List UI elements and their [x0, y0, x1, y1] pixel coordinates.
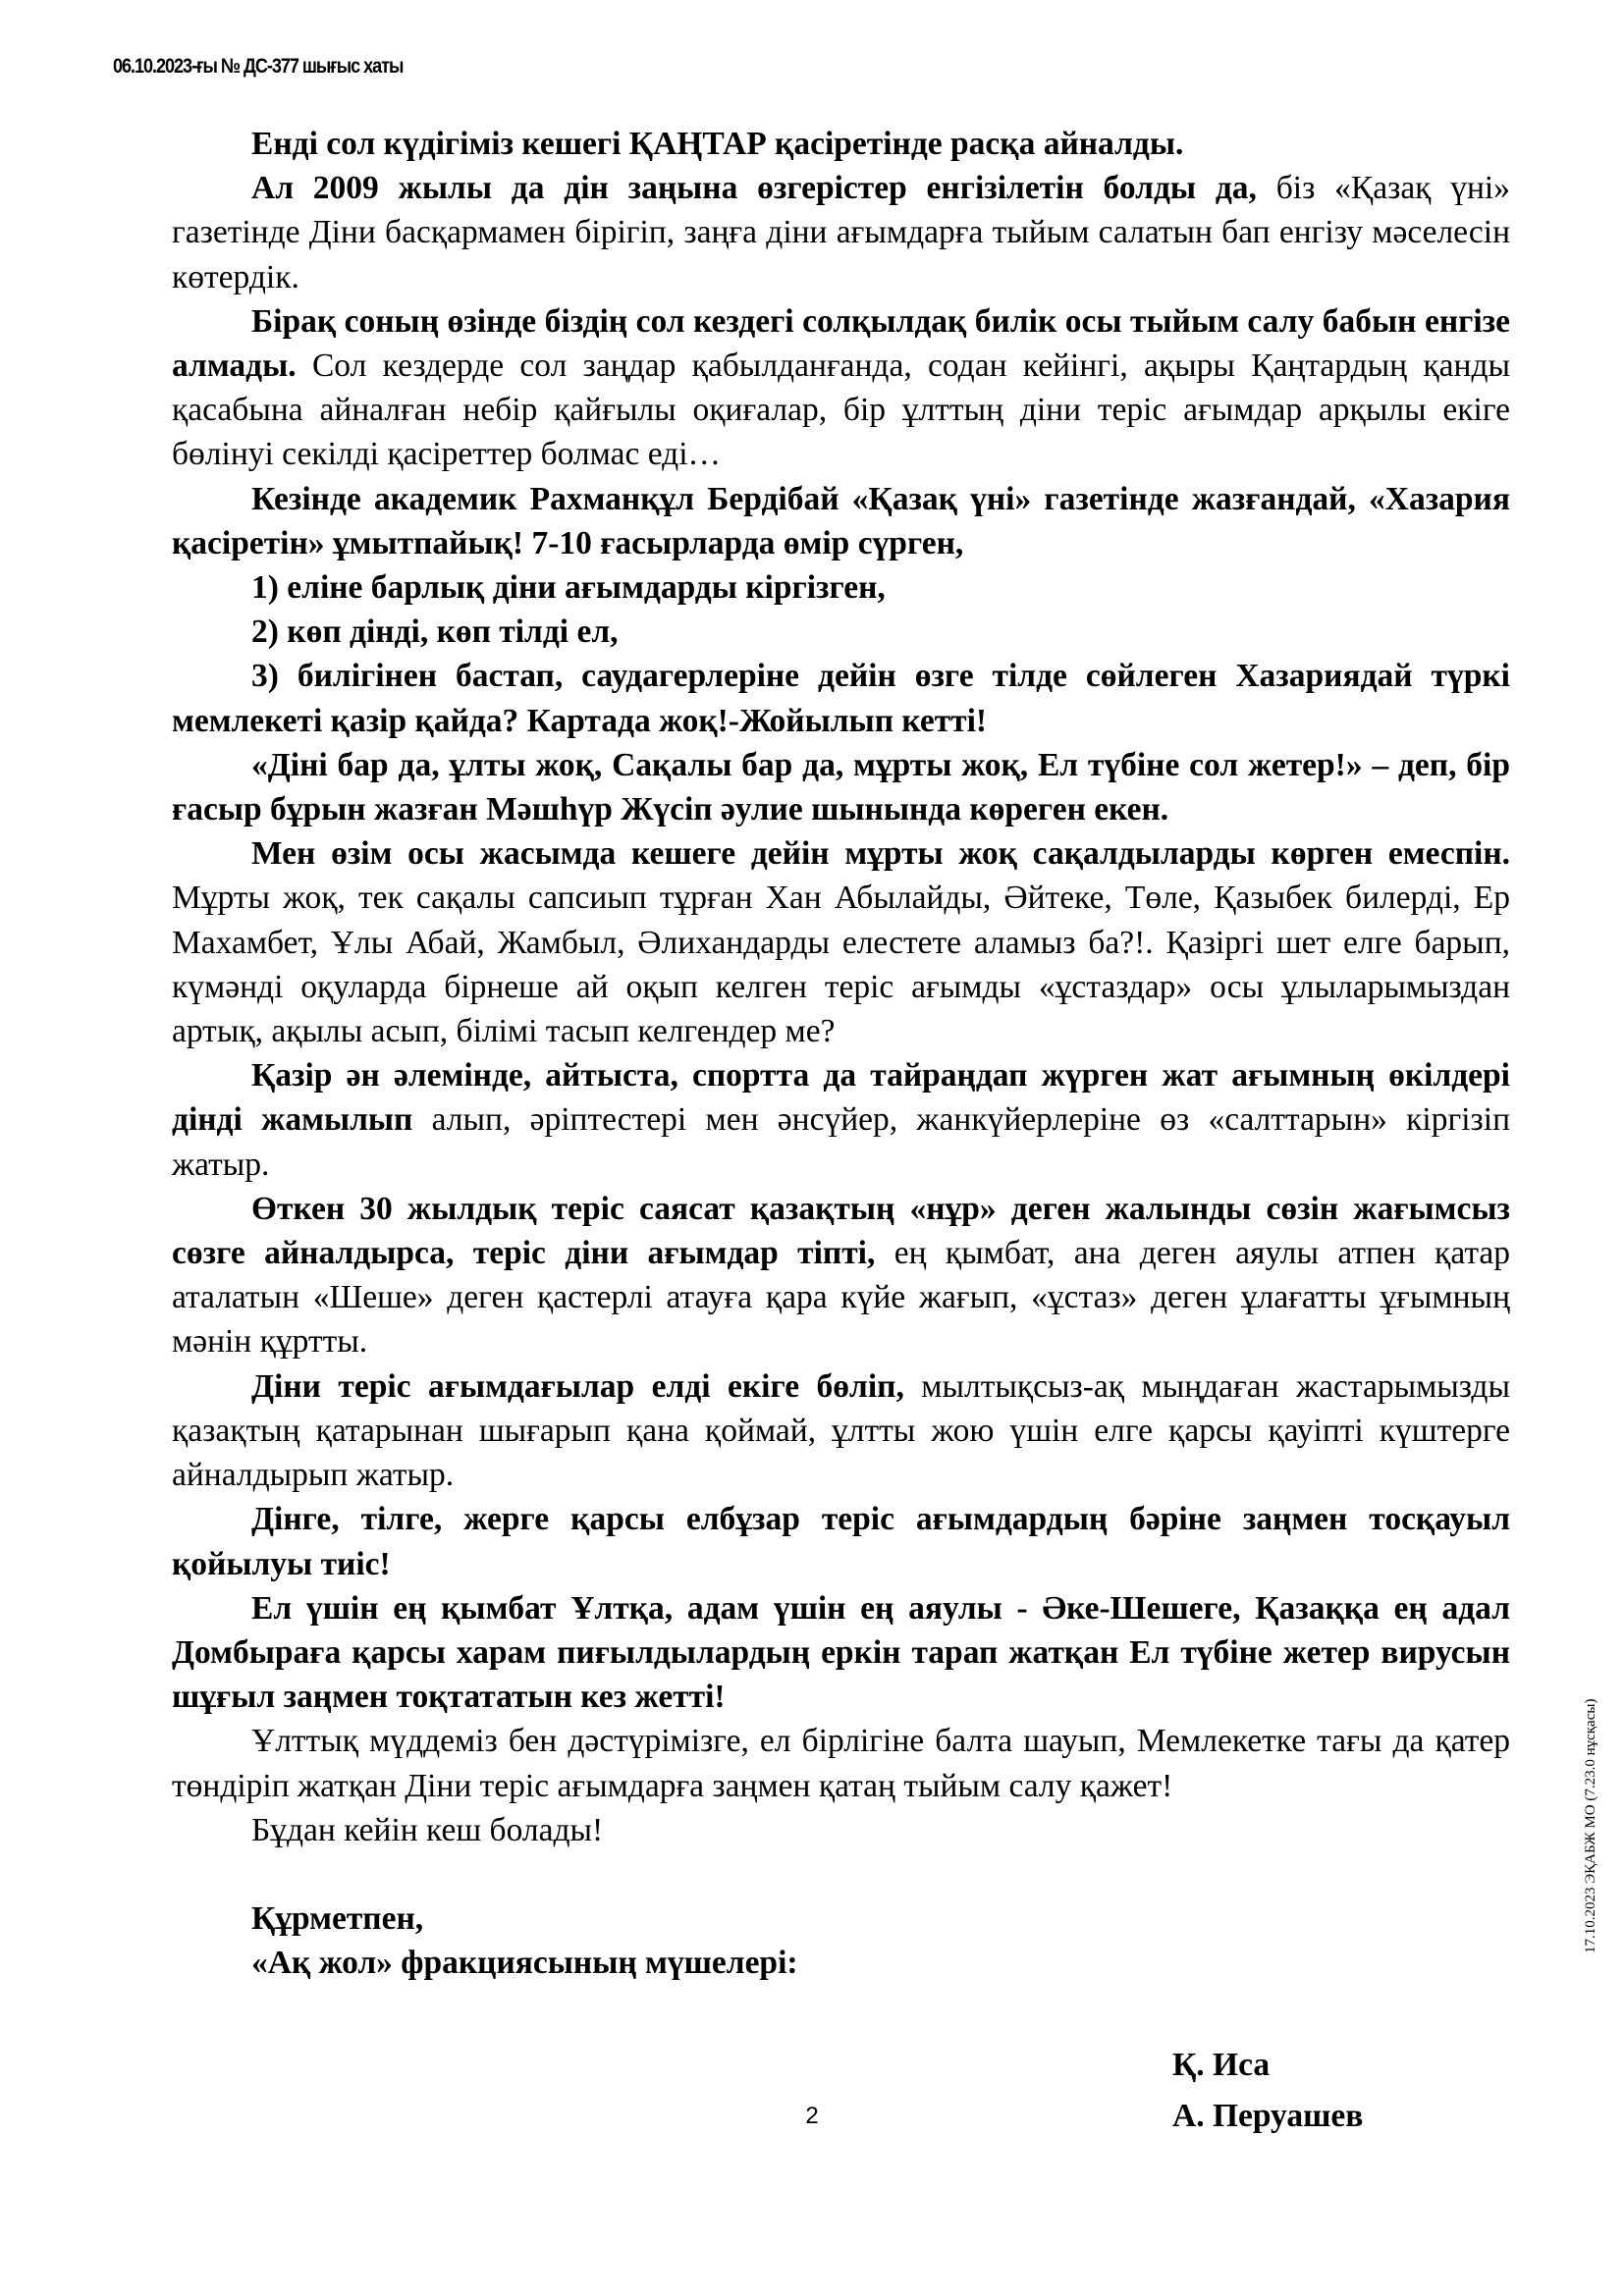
paragraph-bold: Ел үшін ең қымбат Ұлтқа, адам үшін ең аяулы - Әке-Шешеге, Қазаққа ең адал Домбыраға қарсы харам пиғылдылардың еркін тарап жатқан Ел түбіне жетер вирусын шұғыл заңмен тоқтататын кез жетті! — [172, 1589, 1510, 1716]
paragraph-bold: Ал 2009 жылы да дін заңына өзгерістер енгізілетін болды да, — [251, 170, 1257, 207]
letter-body — [172, 122, 1510, 1985]
paragraph — [172, 166, 1510, 299]
list-item — [172, 610, 1510, 654]
paragraph — [172, 122, 1510, 166]
paragraph — [172, 1364, 1510, 1498]
paragraph-text: алып, әріптестері мен әнсүйер, жанкүйерлеріне өз «салттарын» кіргізіп жатыр. — [172, 1101, 1510, 1183]
paragraph-bold: Кезінде академик Рахманқұл Бердібай «Қазақ үні» газетінде жазғандай, «Хазария қасіретін» ұмытпайық! 7-10 ғасырларда өмір сүрген, — [172, 480, 1510, 561]
paragraph-text: Сол кездерде сол заңдар қабылданғанда, содан кейінгі, ақыры Қаңтардың қанды қасабына айналған небір қайғылы оқиғалар, бір ұлттың діни теріс ағымдар арқылы екіге бөлінуі секілді қасіреттер болмас еді… — [172, 347, 1510, 473]
paragraph — [172, 299, 1510, 477]
paragraph — [172, 1586, 1510, 1720]
signer-name: А. Перуашев — [1172, 2098, 1364, 2134]
paragraph-bold: Діни теріс ағымдағылар елді екіге бөліп, — [251, 1367, 904, 1405]
list-item-text: 2) көп дінді, көп тілді ел, — [251, 614, 619, 651]
paragraph — [172, 1497, 1510, 1585]
paragraph-text: мылтықсыз-ақ мыңдаған жастарымызды қазақтың қатарынан шығарып қана қоймай, ұлтты жою үшін елге қарсы қауіпті күштерге айналдырып жатыр. — [172, 1367, 1510, 1494]
paragraph — [172, 831, 1510, 1053]
paragraph-bold: Енді сол күдігіміз кешегі ҚАҢТАР қасіретінде расқа айналды. — [251, 126, 1184, 162]
paragraph — [172, 1719, 1510, 1807]
paragraph — [172, 1053, 1510, 1187]
paragraph-text: Мұрты жоқ, тек сақалы сапсиып тұрған Хан Абылайды, Әйтеке, Төле, Қазыбек билерді, Ер Махамбет, Ұлы Абай, Жамбыл, Әлихандарды елестете аламыз ба?!. Қазіргі шет елге барып, күмәнді оқуларда бірнеше ай оқып келген теріс ағымды «ұстаздар» осы ұлыларымыздан артық, ақылы асып, білімі тасып келгендер ме? — [172, 880, 1510, 1050]
paragraph — [172, 1187, 1510, 1364]
paragraph — [172, 1808, 1510, 1852]
registration-side-stamp: 17.10.2023 ЭҚАБЖ МО (7.23.0 нұсқасы) — [1583, 1698, 1598, 1953]
paragraph-text: ең қымбат, ана деген аяулы атпен қатар аталатын «Шеше» деген қастерлі атауға қара күйе жағып, «ұстаз» деген ұлағатты ұғымның мәнін құртты. — [172, 1235, 1510, 1361]
signer-name: Қ. Иса — [1172, 2047, 1271, 2083]
closing-faction-text: «Ақ жол» фракциясының мүшелері: — [251, 1945, 798, 1982]
list-item-text: 3) билігінен бастап, саудагерлеріне дейін өзге тілде сөйлеген Хазариядай түркі мемлекеті қазір қайда? Картада жоқ!-Жойылып кетті! — [172, 658, 1510, 739]
paragraph-bold: Өткен 30 жылдық теріс саясат қазақтың «нұр» деген жалынды сөзін жағымсыз сөзге айналдырса, теріс діни ағымдар тіпті, — [172, 1190, 1510, 1272]
outgoing-letter-stamp: 06.10.2023-ғы № ДС-377 шығыс хаты — [113, 55, 404, 78]
closing-regards — [172, 1896, 1510, 1941]
page-number: 2 — [805, 2103, 819, 2129]
closing-regards-text: Құрметпен, — [251, 1899, 424, 1937]
list-item-text: 1) еліне барлық діни ағымдарды кіргізген, — [251, 569, 886, 607]
list-item — [172, 654, 1510, 742]
paragraph-text: Бұдан кейін кеш болады! — [251, 1811, 604, 1848]
paragraph-text: Ұлттық мүддеміз бен дәстүрімізге, ел бірлігіне балта шауып, Мемлекетке тағы да қатер төндіріп жатқан Діни теріс ағымдарға заңмен қатаң тыйым салу қажет! — [172, 1723, 1510, 1804]
paragraph-text: біз «Қазақ үні» газетінде Діни басқармамен бірігіп, заңға діни ағымдарға тыйым салатын бап енгізу мәселесін көтердік. — [172, 170, 1510, 295]
list-item — [172, 565, 1510, 610]
paragraph — [172, 477, 1510, 565]
paragraph-bold: Дінге, тілге, жерге қарсы елбұзар теріс ағымдардың бәріне заңмен тосқауыл қойылуы тиіс! — [172, 1501, 1510, 1582]
paragraph-bold: Бірақ соның өзінде біздің сол кездегі солқылдақ билік осы тыйым салу бабын енгізе алмады. — [172, 302, 1510, 385]
paragraph-bold: «Діні бар да, ұлты жоқ, Сақалы бар да, мұрты жоқ, Ел түбіне сол жетер!» – деп, бір ғасыр бұрын жазған Мәшһүр Жүсіп әулие шынында көреген екен. — [172, 746, 1510, 828]
paragraph — [172, 743, 1510, 831]
paragraph-bold: Қазір ән әлемінде, айтыста, спортта да тайраңдап жүрген жат ағымның өкілдері дінді жамылып — [172, 1057, 1510, 1139]
closing-faction — [172, 1941, 1510, 1985]
paragraph-bold: Мен өзім осы жасымда кешеге дейін мұрты жоқ сақалдыларды көрген емеспін. — [251, 835, 1510, 873]
